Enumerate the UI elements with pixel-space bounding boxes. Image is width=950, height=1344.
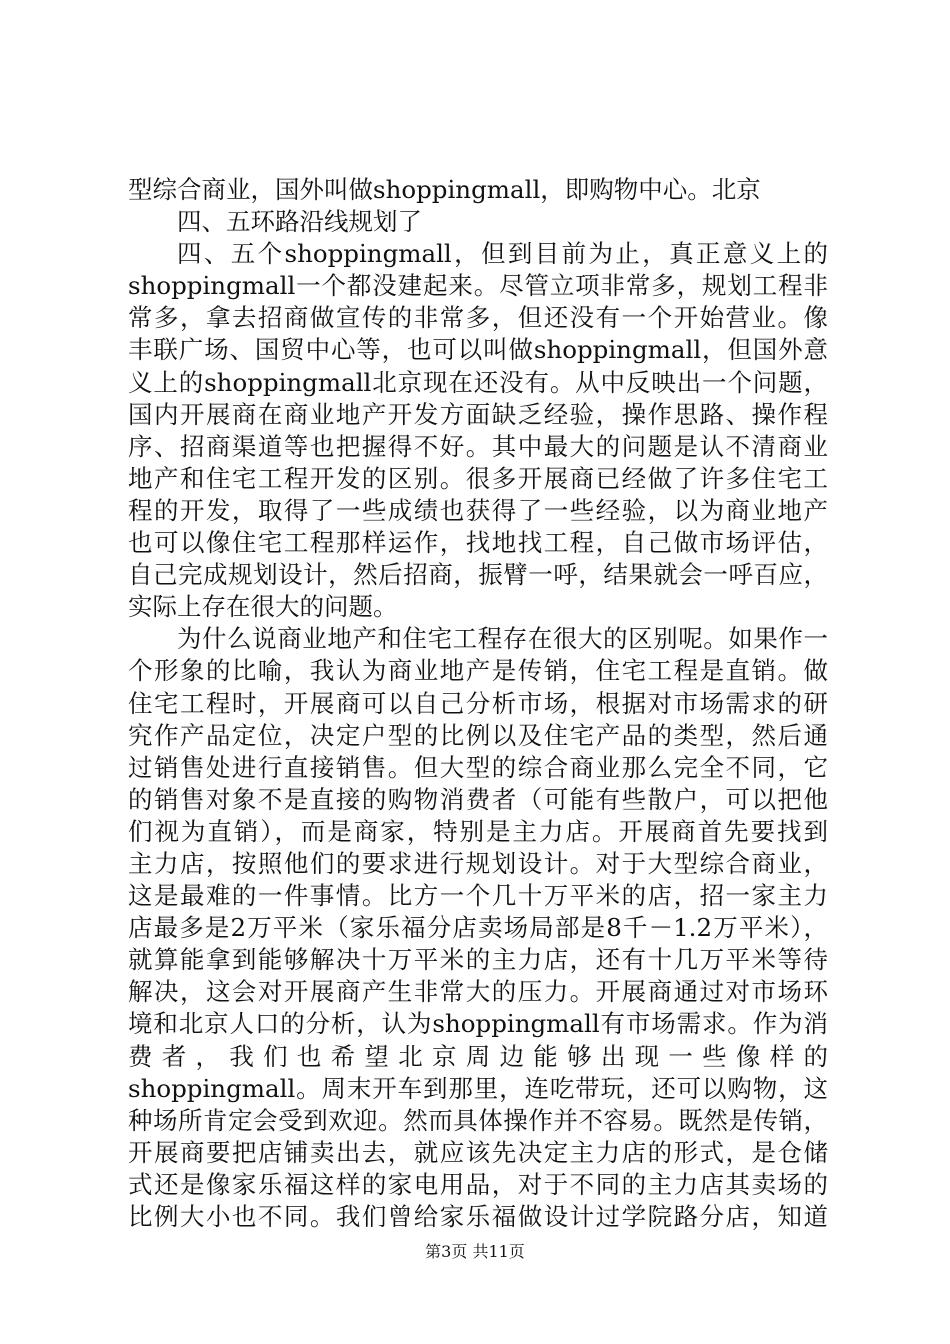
text-line: 实际上存在很大的问题。 bbox=[128, 592, 398, 622]
text-line: 开展商要把店铺卖出去，就应该先决定主力店的形式，是仓储 bbox=[128, 1137, 828, 1167]
text-line: 四、五个shoppingmall，但到目前为止，真正意义上的 bbox=[177, 239, 828, 269]
text-line: 主力店，按照他们的要求进行规划设计。对于大型综合商业， bbox=[128, 848, 828, 878]
text-line: 常多，拿去招商做宣传的非常多，但还没有一个开始营业。像 bbox=[128, 303, 828, 333]
text-line: 程的开发，取得了一些成绩也获得了一些经验，以为商业地产 bbox=[128, 495, 828, 525]
text-line: 自己完成规划设计，然后招商，振臂一呼，结果就会一呼百应， bbox=[128, 560, 828, 590]
text-line: shoppingmall一个都没建起来。尽管立项非常多，规划工程非 bbox=[128, 271, 828, 301]
text-line: 丰联广场、国贸中心等，也可以叫做shoppingmall，但国外意 bbox=[128, 335, 828, 365]
text-line: 义上的shoppingmall北京现在还没有。从中反映出一个问题， bbox=[128, 367, 828, 397]
text-line: shoppingmall。周末开车到那里，连吃带玩，还可以购物，这 bbox=[128, 1073, 828, 1103]
text-line: 个形象的比喻，我认为商业地产是传销，住宅工程是直销。做 bbox=[128, 656, 828, 686]
text-line: 们视为直销），而是商家，特别是主力店。开展商首先要找到 bbox=[128, 816, 828, 846]
text-line: 国内开展商在商业地产开发方面缺乏经验，操作思路、操作程 bbox=[128, 399, 828, 429]
text-line: 地产和住宅工程开发的区别。很多开展商已经做了许多住宅工 bbox=[128, 463, 828, 493]
text-line: 种场所肯定会受到欢迎。然而具体操作并不容易。既然是传销， bbox=[128, 1105, 828, 1135]
text-line: 就算能拿到能够解决十万平米的主力店，还有十几万平米等待 bbox=[128, 945, 828, 975]
page-footer: 第3页 共11页 bbox=[425, 1242, 525, 1261]
text-line: 比例大小也不同。我们曾给家乐福做设计过学院路分店，知道 bbox=[128, 1202, 828, 1231]
text-line: 序、招商渠道等也把握得不好。其中最大的问题是认不清商业 bbox=[128, 431, 828, 461]
text-line: 店最多是2万平米（家乐福分店卖场局部是8千－1.2万平米）， bbox=[128, 913, 828, 943]
text-line: 型综合商业，国外叫做shoppingmall，即购物中心。北京 bbox=[128, 175, 761, 204]
body-text bbox=[128, 174, 828, 1233]
text-line: 为什么说商业地产和住宅工程存在很大的区别呢。如果作一 bbox=[177, 624, 828, 654]
text-line: 的销售对象不是直接的购物消费者（可能有些散户，可以把他 bbox=[128, 784, 828, 814]
text-line: 费 者 ， 我 们 也 希 望 北 京 周 边 能 够 出 现 一 些 像 样 的 bbox=[128, 1041, 828, 1071]
text-line: 解决，这会对开展商产生非常大的压力。开展商通过对市场环 bbox=[128, 977, 828, 1007]
text-line: 住宅工程时，开展商可以自己分析市场，根据对市场需求的研 bbox=[128, 688, 828, 718]
text-line: 究作产品定位，决定户型的比例以及住宅产品的类型，然后通 bbox=[128, 720, 828, 750]
text-line: 过销售处进行直接销售。但大型的综合商业那么完全不同，它 bbox=[128, 752, 828, 782]
text-line: 式还是像家乐福这样的家电用品，对于不同的主力店其卖场的 bbox=[128, 1169, 828, 1199]
text-line: 境和北京人口的分析，认为shoppingmall有市场需求。作为消 bbox=[128, 1009, 828, 1039]
text-line: 四、五环路沿线规划了 bbox=[177, 207, 422, 237]
text-line: 也可以像住宅工程那样运作，找地找工程，自己做市场评估， bbox=[128, 528, 828, 558]
text-line: 这是最难的一件事情。比方一个几十万平米的店，招一家主力 bbox=[128, 881, 828, 911]
